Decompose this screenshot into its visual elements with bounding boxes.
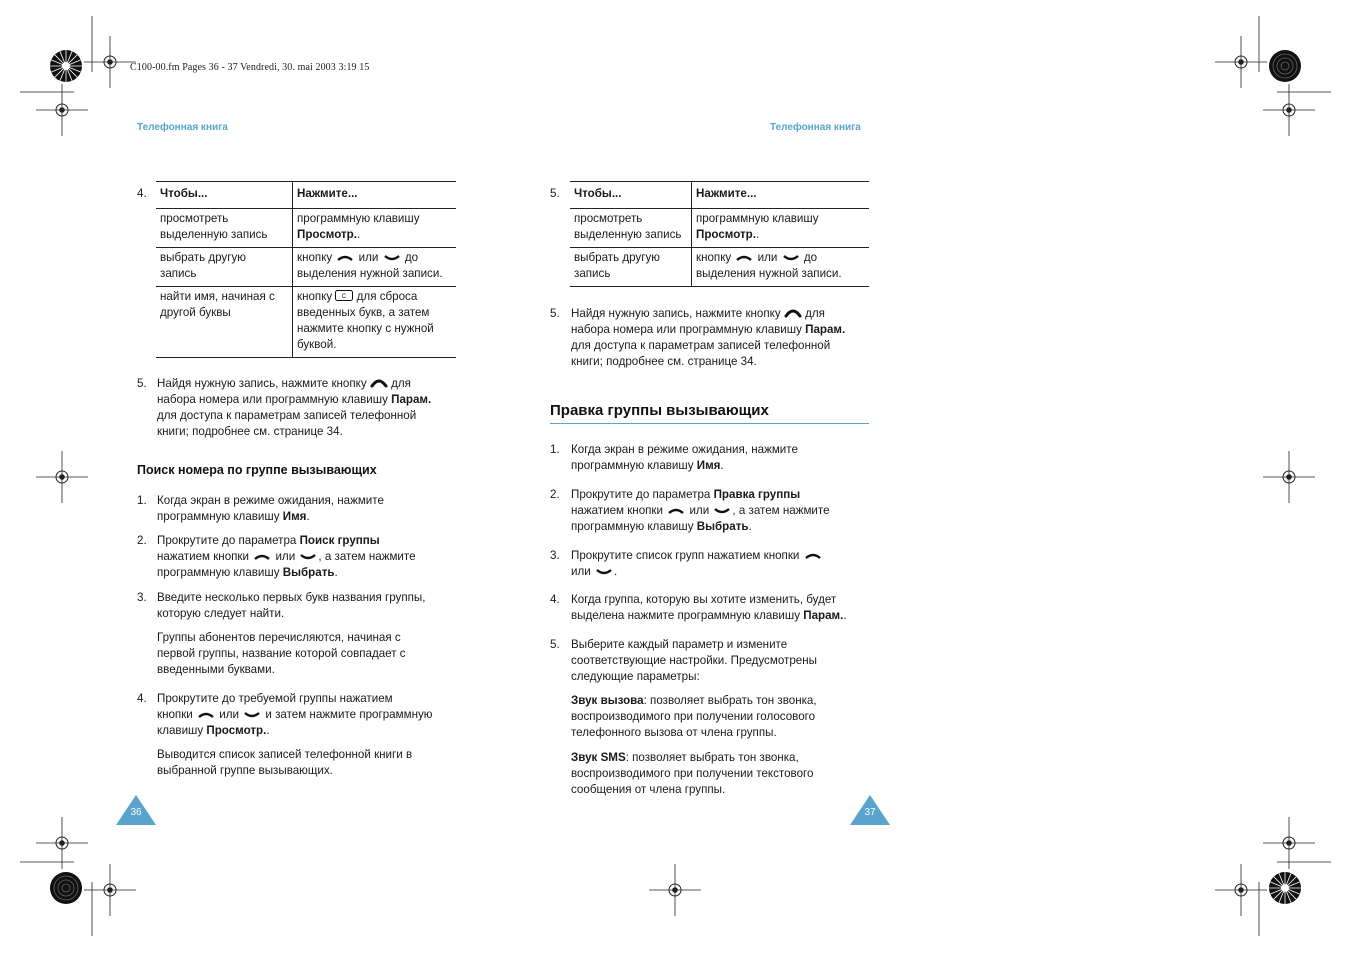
step-text: Прокрутите до требуемой группы нажатием кнопки или и затем нажмите программную клавишу Просмотр.. [157,692,433,737]
section-title-edit-group: Правка группы вызывающих [550,402,769,419]
scroll-down-key-icon [783,255,799,261]
step-note: Группы абонентов перечисляются, начиная с первой группы, название которой совпадает с введенными буквами. [157,631,406,676]
step-number: 3. [137,591,147,604]
scroll-down-key-icon [244,712,260,718]
setting-ring-tone: Звук вызова: позволяет выбрать тон звонка, воспроизводимого при получении голосового телефонного вызова от члена группы. [571,694,817,739]
step-text: Прокрутите до параметра Правка группы нажатием кнопки или , а затем нажмите программную клавишу Выбрать. [571,488,830,533]
step-number: 3. [550,549,560,562]
step-number: 5. [550,638,560,651]
scroll-up-key-icon [254,554,270,560]
section-rule [550,423,869,424]
table-header-press: Нажмите... [692,182,870,209]
step-text: Выберите каждый параметр и измените соответствующие настройки. Предусмотрены следующие параметры: [571,638,817,683]
table-cell-action: найти имя, начиная с другой буквы [156,287,293,358]
table-number-right: 5. [550,187,560,200]
table-number-left: 4. [137,187,147,200]
scroll-up-key-icon [198,712,214,718]
table-cell-key: программную клавишу Просмотр.. [692,209,870,248]
running-header-right: Телефонная книга [770,122,861,133]
table-header-what: Чтобы... [570,182,692,209]
table-cell-key: кнопку C для сброса введенных букв, а затем нажмите кнопку с нужной буквой. [293,287,457,358]
table-header-row [156,182,456,209]
table-header-row [570,182,869,209]
setting-sms-tone: Звук SMS: позволяет выбрать тон звонка, воспроизводимого при получении текстового сообщения от члена группы. [571,751,814,796]
item5-text-right: Найдя нужную запись, нажмите кнопку для набора номера или программную клавишу Парам. для доступа к параметрам записей телефонной книги; подробнее см. странице 34. [571,307,846,368]
table-header-press: Нажмите... [293,182,457,209]
scroll-down-key-icon [714,508,730,514]
item-number: 5. [550,307,560,320]
step-note: Выводится список записей телефонной книги в выбранной группе вызывающих. [157,748,413,777]
step-text: Прокрутите список групп нажатием кнопки или . [571,548,823,580]
step-text: Введите несколько первых букв названия группы, которую следует найти. [157,591,426,620]
step-number: 1. [137,494,147,507]
scroll-up-key-icon [736,255,752,261]
table-row [156,248,456,287]
table-cell-action: выбрать другую запись [156,248,293,287]
table-row [570,248,869,287]
step-number: 4. [137,692,147,705]
scroll-down-key-icon [596,569,612,575]
scroll-up-key-icon [668,508,684,514]
table-cell-key: программную клавишу Просмотр.. [293,209,457,248]
table-cell-action: выбрать другую запись [570,248,692,287]
section-title-search-group: Поиск номера по группе вызывающих [137,463,377,477]
step-text: Когда экран в режиме ожидания, нажмите программную клавишу Имя. [157,494,384,523]
table-cell-action: просмотреть выделенную запись [156,209,293,248]
step-number: 1. [550,443,560,456]
send-key-icon [784,308,802,318]
table-cell-key: кнопку или до выделения нужной записи. [692,248,870,287]
send-key-icon [370,378,388,388]
scroll-up-key-icon [337,255,353,261]
svg-text:C: C [342,294,347,300]
file-meta-line: C100-00.fm Pages 36 - 37 Vendredi, 30. mai 2003 3:19 15 [130,62,370,73]
table-cell-action: просмотреть выделенную запись [570,209,692,248]
step-text: Когда экран в режиме ожидания, нажмите программную клавишу Имя. [571,443,798,472]
clear-key-icon [335,290,353,301]
scroll-up-key-icon [805,553,821,559]
table-cell-key: кнопку или до выделения нужной записи. [293,248,457,287]
scroll-down-key-icon [384,255,400,261]
step-text: Прокрутите до параметра Поиск группы нажатием кнопки или , а затем нажмите программную клавишу Выбрать. [157,534,416,579]
item5-text-left: Найдя нужную запись, нажмите кнопку для набора номера или программную клавишу Парам. для доступа к параметрам записей телефонной книги; подробнее см. странице 34. [157,377,432,438]
step-number: 2. [137,534,147,547]
step-number: 2. [550,488,560,501]
table-row [156,209,456,248]
scroll-down-key-icon [300,554,316,560]
key-table-right [570,181,869,287]
table-row [570,209,869,248]
step-text: Когда группа, которую вы хотите изменить, будет выделена нажмите программную клавишу Парам.. [571,593,847,622]
table-header-what: Чтобы... [156,182,293,209]
table-row [156,287,456,358]
page-number-right: 37 [864,807,876,818]
page-number-left: 36 [130,807,142,818]
item-number: 5. [137,377,147,390]
running-header-left: Телефонная книга [137,122,228,133]
key-table-left [156,181,456,358]
step-number: 4. [550,593,560,606]
